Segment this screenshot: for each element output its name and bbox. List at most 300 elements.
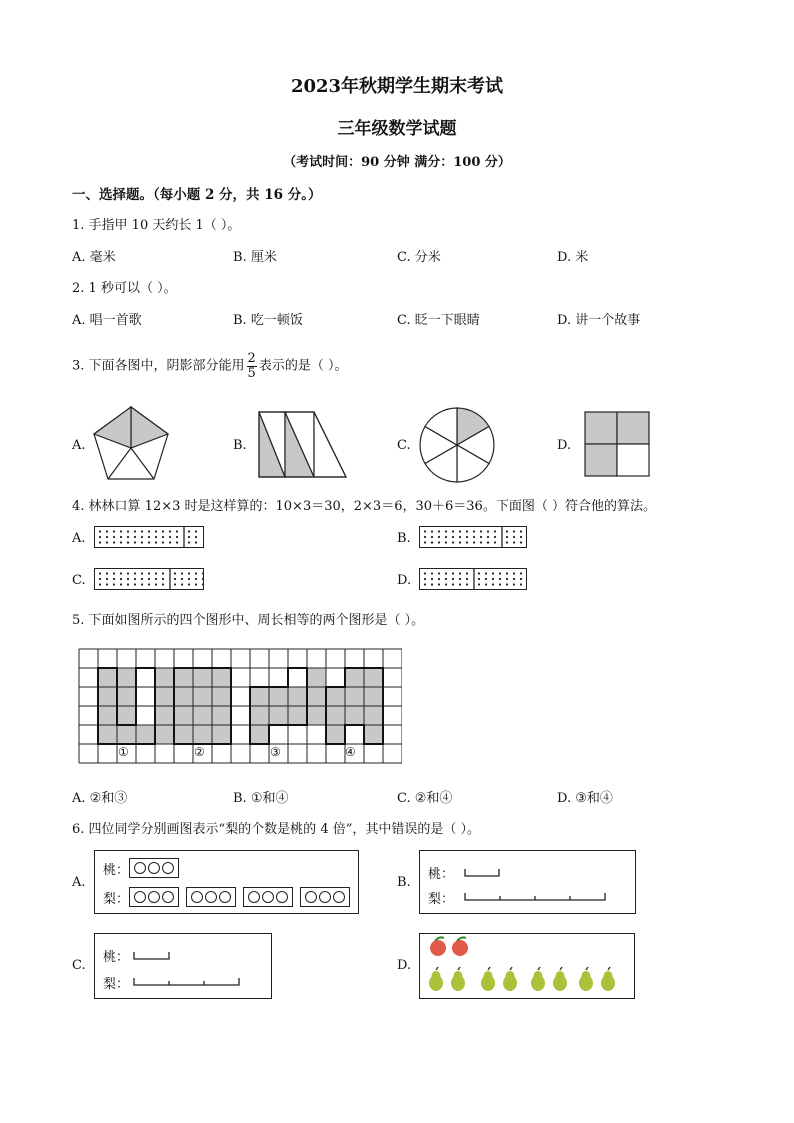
pear-group-4 — [300, 887, 350, 907]
circle-icon — [134, 862, 146, 874]
dot — [155, 530, 157, 532]
shaded-cell — [193, 668, 212, 687]
dot — [134, 530, 136, 532]
dot — [141, 530, 143, 532]
q6-option-c: C. — [72, 958, 86, 973]
dot — [506, 583, 508, 585]
dot — [188, 572, 190, 574]
q6-option-a: A. — [72, 875, 86, 890]
dot — [513, 536, 515, 538]
q4-option-a: A. — [72, 531, 86, 546]
shaded-cell — [136, 725, 155, 744]
dot — [431, 578, 433, 580]
circle-icon — [191, 891, 203, 903]
dot — [459, 578, 461, 580]
dot — [176, 530, 178, 532]
dot — [134, 541, 136, 543]
question-6: 6. 四位同学分别画图表示“梨的个数是桃的 4 倍”，其中错误的是（ ）。 — [72, 822, 480, 837]
shaded-cell — [326, 687, 345, 706]
q1-option-d: D. 米 — [557, 250, 589, 265]
exam-subtitle: 三年级数学试题 — [337, 119, 457, 139]
dot — [202, 572, 203, 574]
dot — [134, 536, 136, 538]
dot — [452, 530, 454, 532]
shaded-cell — [250, 706, 269, 725]
shaded-cell — [155, 687, 174, 706]
triangles-figure — [256, 410, 350, 480]
shaded-cell — [174, 687, 193, 706]
dot — [141, 541, 143, 543]
shaded-cell — [193, 706, 212, 725]
q3-text-post: 表示的是（ ）。 — [258, 358, 348, 374]
dot — [134, 583, 136, 585]
dot — [466, 530, 468, 532]
dot — [162, 583, 164, 585]
pear-group-3 — [243, 887, 293, 907]
exam-title: 2023年秋期学生期末考试 — [290, 76, 504, 97]
q2-option-a: A. 唱一首歌 — [72, 313, 142, 328]
dot — [202, 578, 203, 580]
circle-icon — [148, 891, 160, 903]
dot — [459, 572, 461, 574]
dot — [148, 578, 150, 580]
peach-segment — [464, 865, 504, 879]
dot — [485, 572, 487, 574]
shaded-cell — [364, 668, 383, 687]
circle-icon — [162, 891, 174, 903]
dot — [127, 572, 129, 574]
shaded-cell — [288, 687, 307, 706]
q5-option-d: D. ③和④ — [557, 791, 613, 806]
dot — [155, 578, 157, 580]
dot — [195, 578, 197, 580]
dot — [188, 541, 190, 543]
dot — [438, 536, 440, 538]
pentagon-figure — [90, 405, 172, 483]
shaded-cell — [174, 725, 193, 744]
dot — [452, 578, 454, 580]
dot-array-d — [419, 568, 527, 590]
dot — [141, 578, 143, 580]
q3-text-pre: 3. 下面各图中，阴影部分能用 — [72, 358, 245, 374]
dot — [431, 530, 433, 532]
shaded-cell — [307, 687, 326, 706]
dot — [106, 583, 108, 585]
dot — [520, 572, 522, 574]
dot — [162, 578, 164, 580]
dot — [520, 530, 522, 532]
shaded-cell — [345, 687, 364, 706]
dot — [188, 530, 190, 532]
section-heading: 一、选择题。（每小题 2 分，共 16 分。） — [72, 187, 322, 203]
fraction-denominator: 5 — [247, 366, 256, 381]
circle-icon — [219, 891, 231, 903]
q4-option-b: B. — [397, 531, 411, 546]
dot — [134, 572, 136, 574]
dot — [452, 541, 454, 543]
question-2: 2. 1 秒可以（ ）。 — [72, 281, 177, 296]
dot — [499, 583, 501, 585]
pear-icon — [601, 967, 615, 991]
q6-option-d: D. — [397, 958, 412, 973]
dots-b — [420, 527, 526, 547]
dot — [487, 530, 489, 532]
circle-figure — [417, 405, 497, 485]
circle-icon — [305, 891, 317, 903]
dot — [141, 572, 143, 574]
dot — [506, 578, 508, 580]
q6-diagram-d — [419, 933, 635, 999]
dot — [120, 536, 122, 538]
peach-group — [129, 858, 179, 878]
shaded-cell — [250, 725, 269, 744]
dot — [424, 541, 426, 543]
dot — [492, 578, 494, 580]
shaded-cell — [307, 668, 326, 687]
dot — [459, 530, 461, 532]
shaded-cell — [288, 706, 307, 725]
dot — [188, 536, 190, 538]
circle-icon — [319, 891, 331, 903]
dot — [134, 578, 136, 580]
dot — [431, 583, 433, 585]
dot — [431, 572, 433, 574]
q3-option-c: C. — [397, 438, 411, 453]
dot — [473, 536, 475, 538]
dot — [120, 583, 122, 585]
dot — [127, 530, 129, 532]
dot — [424, 536, 426, 538]
dot — [148, 572, 150, 574]
circle-icon — [162, 862, 174, 874]
q2-option-d: D. 讲一个故事 — [557, 313, 641, 328]
q3-option-b: B. — [233, 438, 247, 453]
dot — [520, 536, 522, 538]
dot — [106, 572, 108, 574]
dot — [466, 572, 468, 574]
dot — [169, 530, 171, 532]
dot — [445, 536, 447, 538]
shaded-cell — [193, 687, 212, 706]
shape-1-label: ① — [118, 745, 129, 759]
shaded-cell — [155, 706, 174, 725]
peach-label: 桃： — [103, 950, 130, 965]
circle-icon — [148, 862, 160, 874]
dot — [127, 536, 129, 538]
circle-icon — [276, 891, 288, 903]
dot — [424, 572, 426, 574]
dot — [162, 530, 164, 532]
dot — [113, 583, 115, 585]
dot — [113, 530, 115, 532]
dot — [492, 583, 494, 585]
shaded-cell — [193, 725, 212, 744]
pear-icon — [579, 967, 593, 991]
dot — [148, 583, 150, 585]
shaded-cell — [98, 687, 117, 706]
dot — [155, 541, 157, 543]
dot — [438, 572, 440, 574]
dot — [120, 530, 122, 532]
dot — [148, 530, 150, 532]
pear-icon — [429, 967, 443, 991]
dot — [487, 541, 489, 543]
dot — [106, 530, 108, 532]
q5-option-a: A. ②和③ — [72, 791, 128, 806]
dot — [459, 536, 461, 538]
pear-group-2 — [186, 887, 236, 907]
q1-option-b: B. 厘米 — [233, 250, 277, 265]
dot — [195, 530, 197, 532]
dot — [106, 541, 108, 543]
dot — [106, 536, 108, 538]
q5-option-c: C. ②和④ — [397, 791, 453, 806]
shaded-cell — [98, 668, 117, 687]
dot — [195, 536, 197, 538]
dot — [155, 583, 157, 585]
shaded-cell — [155, 725, 174, 744]
q3-option-d: D. — [557, 438, 572, 453]
dot — [513, 578, 515, 580]
dot — [431, 536, 433, 538]
shaded-cell — [250, 687, 269, 706]
shaded-cell — [212, 668, 231, 687]
shaded-cell — [307, 706, 326, 725]
dot — [438, 530, 440, 532]
dot — [445, 530, 447, 532]
dot — [499, 578, 501, 580]
shaded-cell — [117, 668, 136, 687]
q1-option-a: A. 毫米 — [72, 250, 116, 265]
dot — [445, 578, 447, 580]
pear-icon — [451, 967, 465, 991]
dot — [99, 572, 101, 574]
dot — [485, 583, 487, 585]
circle-icon — [205, 891, 217, 903]
q6-diagram-b — [419, 850, 636, 914]
peach-label: 桃： — [103, 863, 130, 878]
dot — [424, 583, 426, 585]
dot — [188, 583, 190, 585]
dot — [494, 536, 496, 538]
q2-option-b: B. 吃一顿饭 — [233, 313, 303, 328]
dot — [478, 572, 480, 574]
dot — [120, 572, 122, 574]
peach-icon — [430, 937, 446, 956]
shape-2-label: ② — [194, 745, 205, 759]
dot — [459, 541, 461, 543]
pear-icon — [553, 967, 567, 991]
peach-segment — [133, 948, 173, 962]
dot — [99, 530, 101, 532]
question-5: 5. 下面如图所示的四个图形中、周长相等的两个图形是（ ）。 — [72, 613, 425, 628]
shaded-cell — [155, 668, 174, 687]
dot-array-b — [419, 526, 527, 548]
dot — [202, 583, 203, 585]
dot — [459, 583, 461, 585]
q2-option-c: C. 眨一下眼睛 — [397, 313, 480, 328]
dot — [174, 583, 176, 585]
dot — [445, 583, 447, 585]
dot — [99, 583, 101, 585]
q3-option-a: A. — [72, 438, 86, 453]
dot — [195, 541, 197, 543]
question-1: 1. 手指甲 10 天约长 1（ ）。 — [72, 218, 241, 233]
q6-option-b: B. — [397, 875, 411, 890]
dot — [176, 541, 178, 543]
dot — [452, 572, 454, 574]
pear-segment — [133, 974, 243, 988]
dot — [141, 583, 143, 585]
dot — [141, 536, 143, 538]
dot — [155, 536, 157, 538]
dot — [492, 572, 494, 574]
square-figure — [583, 410, 653, 478]
shape-4-label: ④ — [345, 745, 356, 759]
pear-icon — [503, 967, 517, 991]
dot — [494, 530, 496, 532]
dot — [99, 578, 101, 580]
dot — [452, 583, 454, 585]
dot — [188, 578, 190, 580]
dot — [513, 583, 515, 585]
shaded-cell — [117, 706, 136, 725]
dot — [513, 572, 515, 574]
exam-info: （考试时间：90 分钟 满分：100 分） — [283, 155, 511, 170]
dot — [466, 541, 468, 543]
question-4: 4. 林林口算 12×3 时是这样算的：10×3＝30，2×3＝6，30＋6＝36。下面图（ ）符合他的算法。 — [72, 499, 656, 514]
dot — [478, 578, 480, 580]
shaded-cell — [326, 706, 345, 725]
shaded-cell — [345, 668, 364, 687]
dot — [431, 541, 433, 543]
dot — [513, 541, 515, 543]
fraction-two-fifths — [247, 352, 257, 381]
q4-option-c: C. — [72, 573, 86, 588]
dot — [174, 578, 176, 580]
fraction-numerator: 2 — [247, 351, 256, 366]
shaded-cell — [345, 706, 364, 725]
dot — [473, 541, 475, 543]
dot — [445, 541, 447, 543]
dot — [438, 578, 440, 580]
shaded-cell — [117, 687, 136, 706]
dot — [174, 572, 176, 574]
circle-icon — [134, 891, 146, 903]
dot — [113, 536, 115, 538]
dot-array-a — [94, 526, 204, 548]
dot — [106, 578, 108, 580]
dot — [520, 578, 522, 580]
pear-icon — [481, 967, 495, 991]
shaded-cell — [326, 725, 345, 744]
dot — [480, 541, 482, 543]
dot — [148, 536, 150, 538]
dot — [99, 541, 101, 543]
q6-diagram-a — [94, 850, 359, 914]
dot — [120, 541, 122, 543]
dot — [506, 530, 508, 532]
circle-icon — [333, 891, 345, 903]
shaded-cell — [269, 706, 288, 725]
dot — [452, 536, 454, 538]
circle-icon — [248, 891, 260, 903]
dot — [506, 572, 508, 574]
dot — [424, 578, 426, 580]
dot — [506, 536, 508, 538]
dots-a — [95, 527, 203, 547]
shaded-cell — [364, 725, 383, 744]
dot — [487, 536, 489, 538]
dot — [513, 530, 515, 532]
shaded-cell — [98, 725, 117, 744]
dot — [478, 583, 480, 585]
dot — [99, 536, 101, 538]
dot — [176, 536, 178, 538]
dot — [494, 541, 496, 543]
pear-label: 梨： — [103, 977, 130, 992]
shaded-cell — [212, 687, 231, 706]
dot — [466, 583, 468, 585]
dot — [424, 530, 426, 532]
dot — [113, 541, 115, 543]
dot — [520, 583, 522, 585]
q5-option-b: B. ①和④ — [233, 791, 289, 806]
dot — [480, 530, 482, 532]
circle-icon — [262, 891, 274, 903]
shaded-cell — [364, 687, 383, 706]
dot — [169, 536, 171, 538]
peach-icon — [452, 937, 468, 956]
dots-d — [420, 569, 526, 589]
pear-label: 梨： — [103, 892, 130, 907]
dot — [181, 578, 183, 580]
shaded-cell — [269, 687, 288, 706]
dot — [499, 572, 501, 574]
q1-option-c: C. 分米 — [397, 250, 441, 265]
peach-label: 桃： — [428, 867, 455, 882]
dot — [466, 578, 468, 580]
dot — [480, 536, 482, 538]
dot — [438, 541, 440, 543]
dot — [181, 572, 183, 574]
dot — [438, 583, 440, 585]
dot — [169, 541, 171, 543]
dot — [195, 583, 197, 585]
dot — [162, 536, 164, 538]
dot — [127, 578, 129, 580]
shaded-cell — [117, 725, 136, 744]
shape-3-label: ③ — [270, 745, 281, 759]
dot — [473, 530, 475, 532]
pear-label: 梨： — [428, 892, 455, 907]
dot — [506, 541, 508, 543]
dot — [195, 572, 197, 574]
shaded-cell — [174, 706, 193, 725]
question-3 — [72, 352, 347, 381]
dot — [148, 541, 150, 543]
dot — [162, 541, 164, 543]
dot — [485, 578, 487, 580]
dot — [120, 578, 122, 580]
dot — [127, 583, 129, 585]
shaded-cell — [98, 706, 117, 725]
dots-c — [95, 569, 203, 589]
fruit-picture — [420, 934, 634, 998]
dot — [181, 583, 183, 585]
q4-option-d: D. — [397, 573, 412, 588]
q6-diagram-c — [94, 933, 272, 999]
